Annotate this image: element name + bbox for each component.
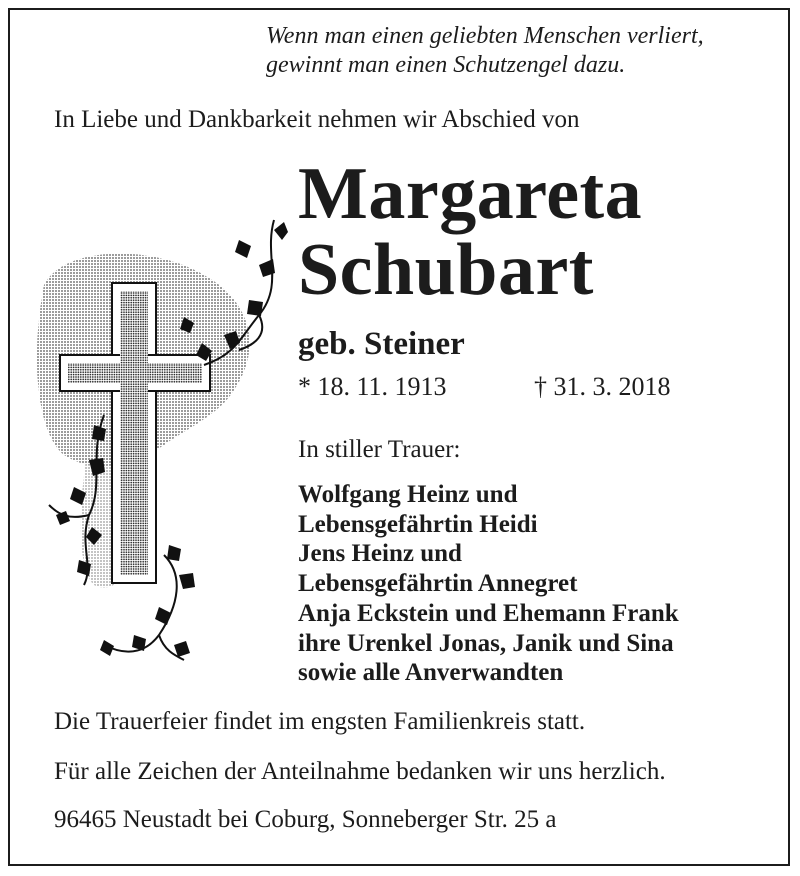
mourning-label: In stiller Trauer:: [298, 436, 461, 463]
deceased-name: [298, 153, 643, 311]
mourner-line: ihre Urenkel Jonas, Janik und Sina: [298, 629, 674, 657]
maiden-name: geb. Steiner: [298, 326, 465, 362]
death-date: † 31. 3. 2018: [534, 372, 671, 401]
cross-with-ivy-icon: [34, 215, 296, 665]
funeral-note: Die Trauerfeier findet im engsten Familienkreis statt.: [54, 708, 586, 735]
mourners-list: [298, 480, 679, 688]
mourner-line: Wolfgang Heinz und: [298, 481, 518, 508]
motto: [266, 22, 746, 80]
mourner-line: Anja Eckstein und Ehemann Frank: [298, 599, 679, 627]
first-name: Margareta: [298, 153, 643, 235]
address: 96465 Neustadt bei Coburg, Sonneberger Str. 25 a: [54, 806, 557, 833]
last-name: Schubart: [298, 229, 594, 311]
birth-date: * 18. 11. 1913: [298, 372, 447, 401]
motto-line-1: Wenn man einen geliebten Menschen verliert,: [266, 23, 704, 49]
mourner-line: sowie alle Anverwandten: [298, 659, 564, 687]
mourner-line: Lebensgefährtin Heidi: [298, 510, 538, 538]
motto-line-2: gewinnt man einen Schutzengel dazu.: [266, 52, 626, 78]
mourner-line: Jens Heinz und: [298, 540, 462, 568]
intro-text: In Liebe und Dankbarkeit nehmen wir Abschied von: [54, 106, 580, 133]
mourner-line: Lebensgefährtin Annegret: [298, 570, 578, 598]
thanks-note: Für alle Zeichen der Anteilnahme bedanken wir uns herzlich.: [54, 758, 666, 785]
